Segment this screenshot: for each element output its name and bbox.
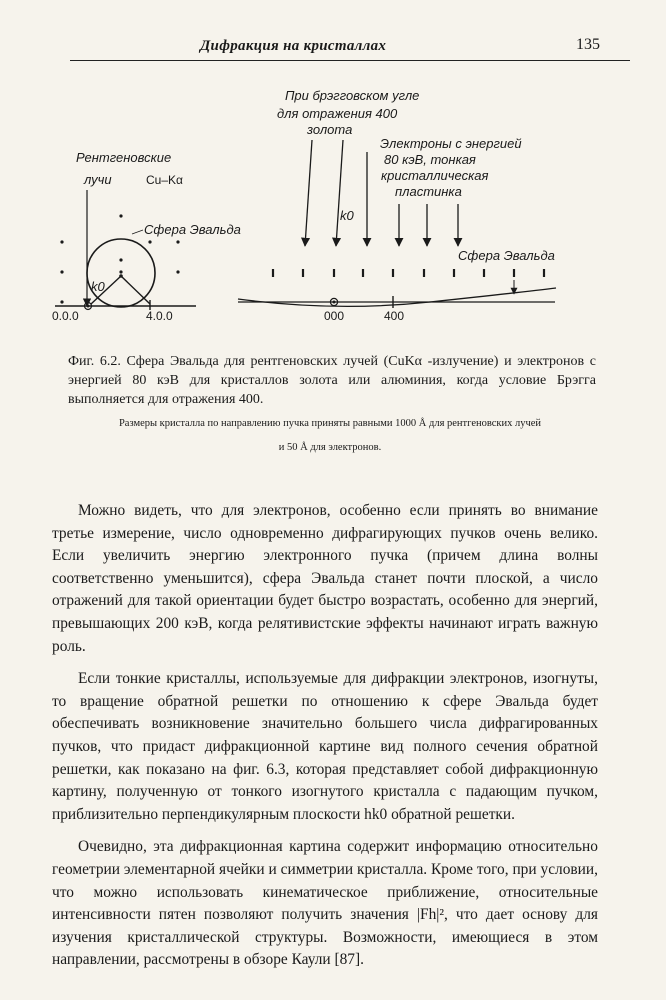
xray-diffracted-vector [121,276,150,304]
label-electron-sphere: Сфера Эвальда [458,248,555,263]
label-electron-origin: 000 [324,309,345,323]
figure-caption: Фиг. 6.2. Сфера Эвальда для рентгеновских лучей (CuKα -излучение) и электронов с энергией 80 кэВ для кристаллов золота или алюминия, когда условие Брэгга выполняется для отражения 400. [68,354,596,407]
label-xray-400: 4.0.0 [146,309,173,323]
label-xray-rays-2: лучи [84,172,112,187]
page-header [70,36,630,61]
body-text [52,500,598,982]
paragraph: Если тонкие кристаллы, используемые для дифракции электронов, изогнуты, то вращение обратной решетки по отношению к сфере Эвальда будет обеспечивать возникновение значительно большего числа дифрагированных пучков, что придаст дифракционной картине вид полного сечения обратной решетки, как показано на фиг. 6.3, которая представляет собой дифракционную картину, полученную от тонкого изогнутого кристалла с падающим пучком, приблизительно перпендикулярным плоскости hk0 обратной решетки. [52,670,598,823]
label-xray-sphere: Сфера Эвальда [144,222,241,237]
caption-note-line2: и 50 Å для электронов. [278,442,382,453]
running-title: Дифракция на кристаллах [200,38,387,54]
figure-6-2 [0,80,666,340]
label-bragg-line3: золота [307,122,353,137]
label-bragg-line1: При брэгговском угле [285,88,420,103]
label-electron-400: 400 [384,309,405,323]
label-xray-origin: 0.0.0 [52,309,79,323]
page-number: 135 [576,36,600,53]
label-electron-k0: k0 [340,208,354,223]
label-xray-k0: k0 [91,279,105,294]
label-bragg-line2: для отражения 400 [277,106,398,121]
electron-ewald-sphere [238,288,556,306]
electron-lattice-rods [273,269,544,277]
paragraph: Очевидно, эта дифракционная картина содержит информацию относительно геометрии элементарной ячейки и симметрии кристалла. Кроме того, при условии, что можно использовать кинематическое приближение, относительные интенсивности пятен позволяют получить значения |Fh|², что дает основу для изучения кристаллической структуры. Возможности, имеющиеся в этом направлении, рассмотрены в обзоре Каули [87]. [52,838,598,969]
label-electrons-line1: Электроны с энергией [380,136,522,151]
label-electrons-line2: 80 кэВ, тонкая [384,152,476,167]
label-cu-ka: Cu–Kα [146,173,183,187]
label-electrons-line4: пластинка [395,184,462,199]
label-xray-rays: Рентгеновские [76,150,172,165]
label-electrons-line3: кристаллическая [381,168,489,183]
paragraph: Можно видеть, что для электронов, особенно если принять во внимание третье измерение, число одновременно дифрагирующих пучков очень велико. Если увеличить энергию электронного пучка (причем длина волны соответственно уменьшится), сфера Эвальда станет почти плоской, а число отражений для такой ориентации будет быстро возрастать, особенно для энергий, превышающих 200 кэВ, когда релятивистские эффекты начинают играть важную роль. [52,502,598,655]
caption-note-line1: Размеры кристалла по направлению пучка приняты равными 1000 Å для рентгеновских лучей [118,418,542,429]
xray-panel [52,150,241,323]
electron-panel [238,88,556,323]
figure-caption-note [60,412,600,460]
electron-slanted-beams [305,140,343,246]
